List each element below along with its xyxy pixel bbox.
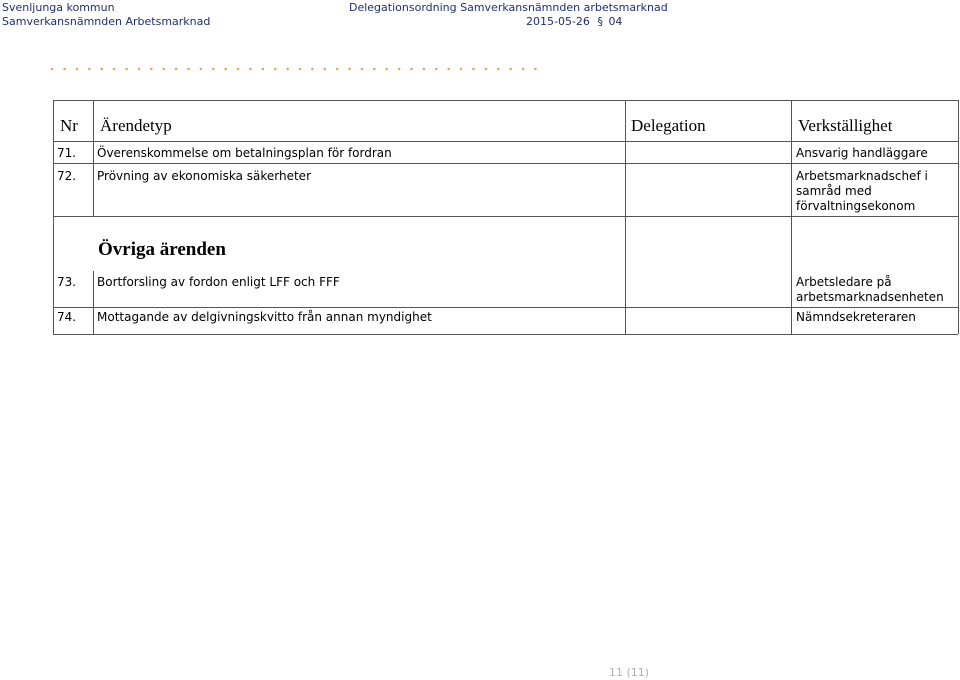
row-execution: Ansvarig handläggare (796, 146, 928, 160)
section-number: 04 (608, 15, 623, 28)
row-border (53, 307, 958, 308)
column-border (625, 100, 626, 334)
column-header-nr: Nr (60, 116, 78, 135)
row-execution: Nämndsekreteraren (796, 310, 916, 324)
row-number: 74. (57, 310, 77, 324)
column-header-execution: Verkställighet (798, 116, 893, 135)
row-number: 72. (57, 169, 77, 183)
page-number: 11 (11) (609, 666, 650, 679)
document-title: Delegationsordning Samverkansnämnden arbetsmarknad (349, 1, 668, 14)
column-border (791, 100, 792, 334)
row-border (53, 216, 958, 217)
column-border (958, 100, 959, 334)
table-header-border (53, 141, 958, 142)
column-border (93, 100, 94, 217)
table-bottom-border (53, 334, 958, 335)
row-type: Mottagande av delgivningskvitto från annan myndighet (97, 310, 432, 324)
date-value: 2015-05-26 (526, 15, 590, 28)
row-border (53, 163, 958, 164)
section-sign: § (597, 15, 603, 28)
row-number: 73. (57, 275, 77, 289)
column-header-delegation: Delegation (631, 116, 706, 135)
document-date (526, 15, 622, 28)
table-top-border (53, 100, 958, 101)
row-type: Överenskommelse om betalningsplan för fordran (97, 146, 392, 160)
row-type: Bortforsling av fordon enligt LFF och FFF (97, 275, 340, 289)
row-number: 71. (57, 146, 77, 160)
dotted-separator (46, 66, 546, 72)
organization-name: Svenljunga kommun (2, 1, 115, 14)
column-border (53, 100, 54, 334)
row-execution: Arbetsmarknadschef i samråd med förvaltningsekonom (796, 169, 928, 213)
row-execution: Arbetsledare på arbetsmarknadsenheten (796, 275, 944, 304)
column-header-type: Ärendetyp (100, 116, 172, 135)
column-border (93, 271, 94, 334)
row-type: Prövning av ekonomiska säkerheter (97, 169, 312, 183)
board-name: Samverkansnämnden Arbetsmarknad (2, 15, 211, 28)
section-heading: Övriga ärenden (98, 239, 226, 260)
